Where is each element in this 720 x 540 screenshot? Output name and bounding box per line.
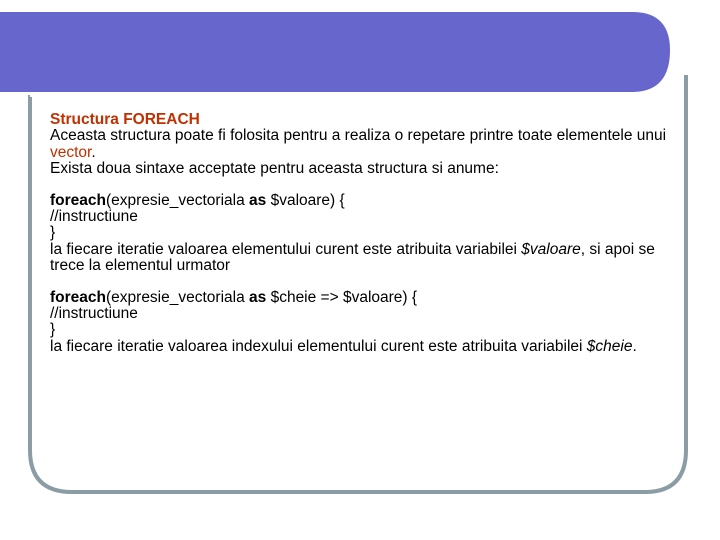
syntax2-expr-end: $cheie => $valoare) {: [266, 288, 418, 306]
slide-title: Structura FOREACH: [50, 111, 200, 128]
syntax1-description: [50, 242, 690, 275]
syntax1-desc-end: , si apoi se trece la elementul urmator: [50, 240, 655, 275]
syntax1-expr: (expresie_vectoriala: [106, 191, 250, 209]
syntax2-desc-var: $cheie: [586, 337, 633, 355]
syntax1-desc-text: la fiecare iteratie valoarea elementului curent este atribuita variabilei: [50, 240, 522, 258]
syntax1-comment: //instructiune: [50, 208, 138, 226]
keyword-as-2: as: [249, 288, 267, 306]
syntax1-close: }: [50, 224, 56, 242]
syntax2-desc-end: .: [632, 337, 637, 355]
keyword-as: as: [249, 191, 267, 209]
syntax2-line: [50, 290, 690, 306]
syntax1-expr-end: $valoare) {: [266, 191, 345, 209]
syntax1-line: [50, 193, 690, 209]
intro-period: .: [91, 143, 96, 161]
syntax2-expr: (expresie_vectoriala: [106, 288, 250, 306]
intro-paragraph: [50, 128, 690, 161]
intro-text: Aceasta structura poate fi folosita pentru a realiza o repetare printre toate elementele unui: [50, 127, 667, 145]
syntax1-desc-var: $valoare: [521, 240, 581, 258]
syntax2-comment: //instructiune: [50, 305, 138, 323]
keyword-foreach: foreach: [50, 191, 106, 209]
syntax2-close: }: [50, 321, 56, 339]
vector-link: vector: [50, 143, 92, 161]
keyword-foreach-2: foreach: [50, 288, 106, 306]
header-band: [0, 12, 670, 92]
syntax2-description: [50, 339, 690, 355]
slide-content: [50, 112, 690, 355]
intro-line-2: Exista doua sintaxe acceptate pentru aceasta structura si anume:: [50, 160, 499, 178]
syntax2-desc-text: la fiecare iteratie valoarea indexului elementului curent este atribuita variabilei: [50, 337, 587, 355]
